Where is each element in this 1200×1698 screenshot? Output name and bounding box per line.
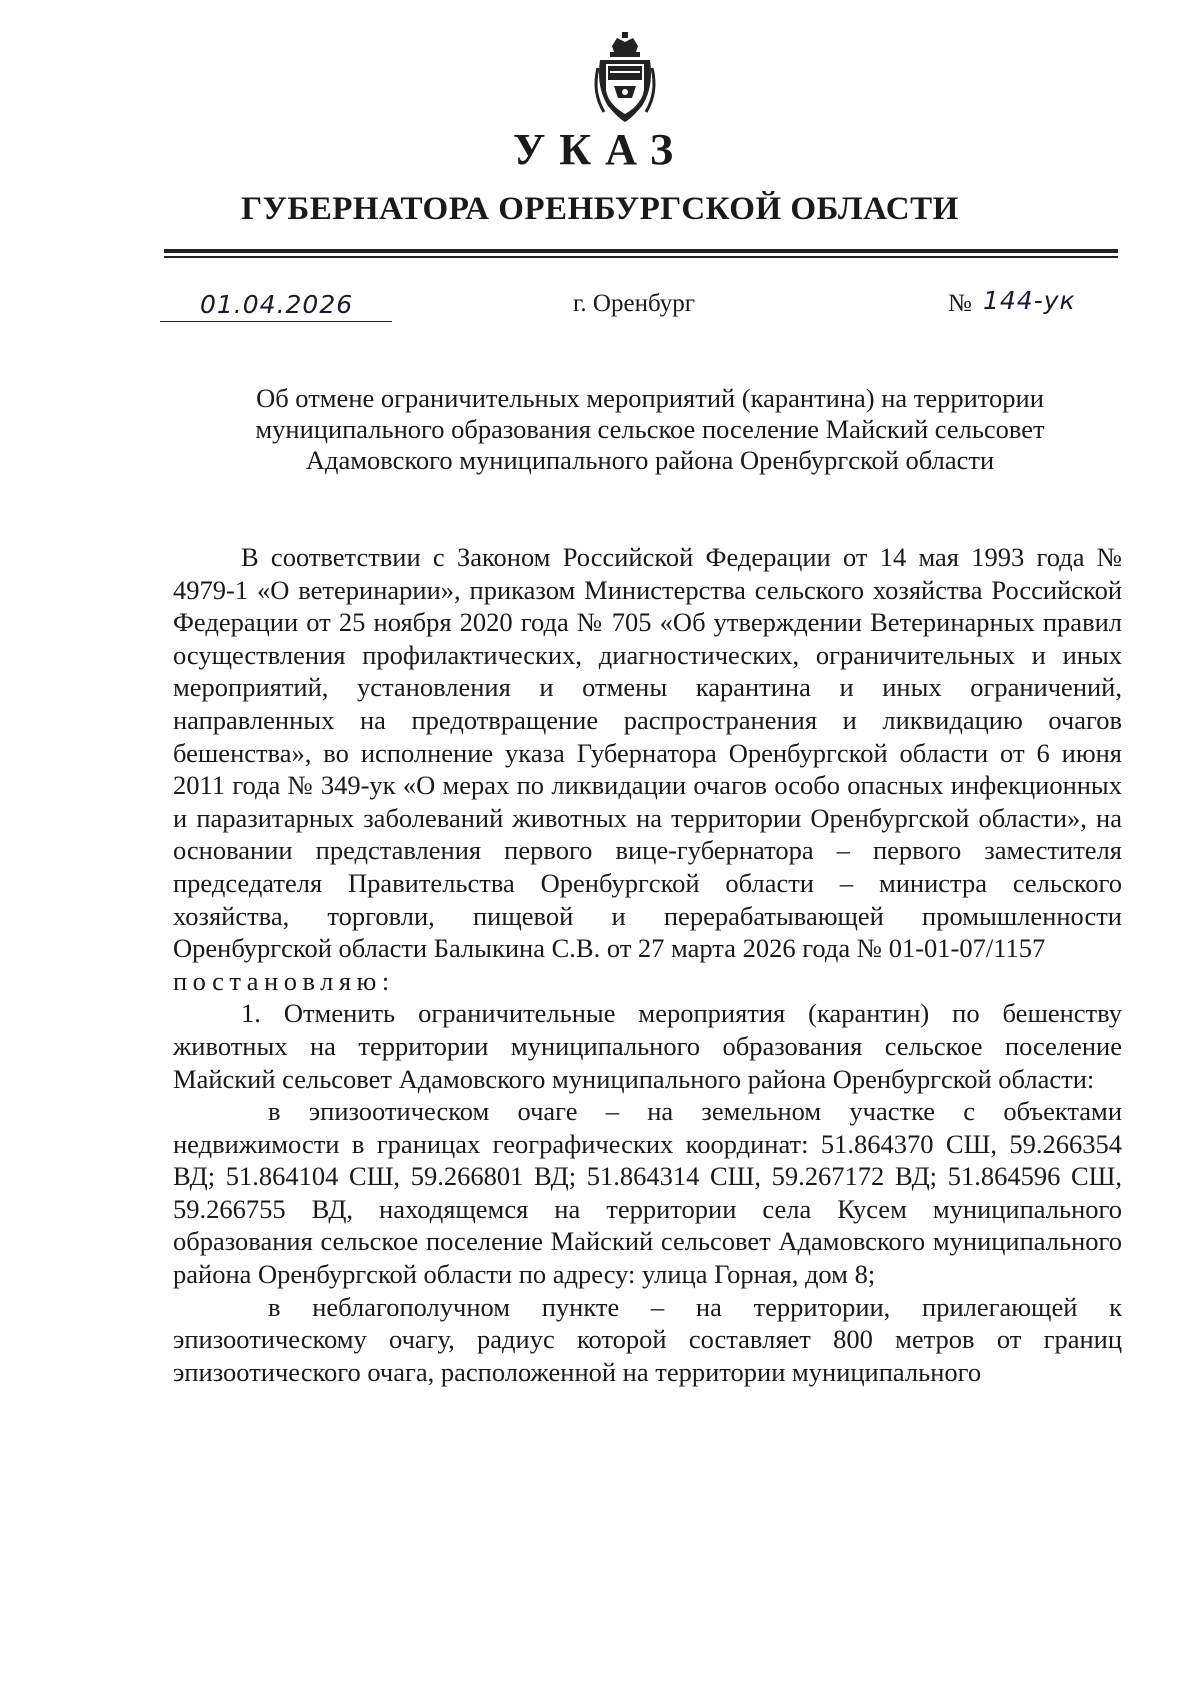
heading-line: муниципального образования сельское поселение Майский сельсовет — [255, 414, 1045, 444]
heading-line: Об отмене ограничительных мероприятий (карантина) на территории — [256, 383, 1044, 413]
date-underline — [160, 321, 392, 323]
document-number — [948, 286, 1128, 326]
decree-word: постановляю: — [173, 965, 395, 996]
date-field — [160, 286, 392, 322]
city-label: г. Оренбург — [573, 290, 695, 317]
document-subtitle: ГУБЕРНАТОРА ОРЕНБУРГСКОЙ ОБЛАСТИ — [241, 191, 959, 227]
document-body — [173, 541, 1122, 1388]
heading-line: Адамовского муниципального района Оренбургской области — [305, 445, 995, 475]
item-1-subparagraph-focus: в эпизоотическом очаге – на земельном участке с объектами недвижимости в границах географических координат: 51.864370 СШ, 59.266354 ВД; 51.864104 СШ, 59.266801 ВД; 51.864314 СШ, 59.267172 ВД; 51.864596 СШ, 59.266755 ВД, находящемся на территории села Кусем муниципального образования сельское поселение Майский сельсовет Адамовского муниципального района Оренбургской области по адресу: улица Горная, дом 8; — [173, 1096, 1122, 1290]
item-1-paragraph: 1. Отменить ограничительные мероприятия (карантин) по бешенству животных на территории муниципального образования сельское поселение Майский сельсовет Адамовского муниципального района Оренбургской области: — [173, 998, 1122, 1094]
coat-of-arms-icon — [590, 32, 660, 124]
handwritten-number: 144-ук — [983, 286, 1076, 315]
preamble-paragraph: В соответствии с Законом Российской Федерации от 14 мая 1993 года № 4979-1 «О ветеринарии», приказом Министерства сельского хозяйства Российской Федерации от 25 ноября 2020 года № 705 «Об утверждении Ветеринарных правил осуществления профилактических, диагностических, ограничительных и иных мероприятий, установления и отмены карантина и иных ограничений, направленных на предотвращение распространения и ликвидацию очагов бешенства», во исполнение указа Губернатора Оренбургской области от 6 июня 2011 года № 349-ук «О мерах по ликвидации очагов особо опасных инфекционных и паразитарных заболеваний животных на территории Оренбургской области», на основании представления первого вице-губернатора – первого заместителя председателя Правительства Оренбургской области – министра сельского хозяйства, торговли, пищевой и перерабатывающей промышленности Оренбургской области Балыкина С.В. от 27 марта 2026 года № 01-01-07/1157 — [173, 542, 1122, 964]
header-divider-thin — [164, 256, 1118, 258]
document-heading — [180, 383, 1120, 476]
handwritten-date: 01.04.2026 — [200, 290, 354, 319]
header-divider-thick — [164, 249, 1118, 253]
document-title: УКАЗ — [512, 125, 688, 174]
item-1-subparagraph-area: в неблагополучном пункте – на территории, прилегающей к эпизоотическому очагу, радиус которой составляет 800 метров от границ эпизоотического очага, расположенной на территории муниципального — [173, 1291, 1122, 1387]
number-sign: № — [948, 290, 972, 317]
